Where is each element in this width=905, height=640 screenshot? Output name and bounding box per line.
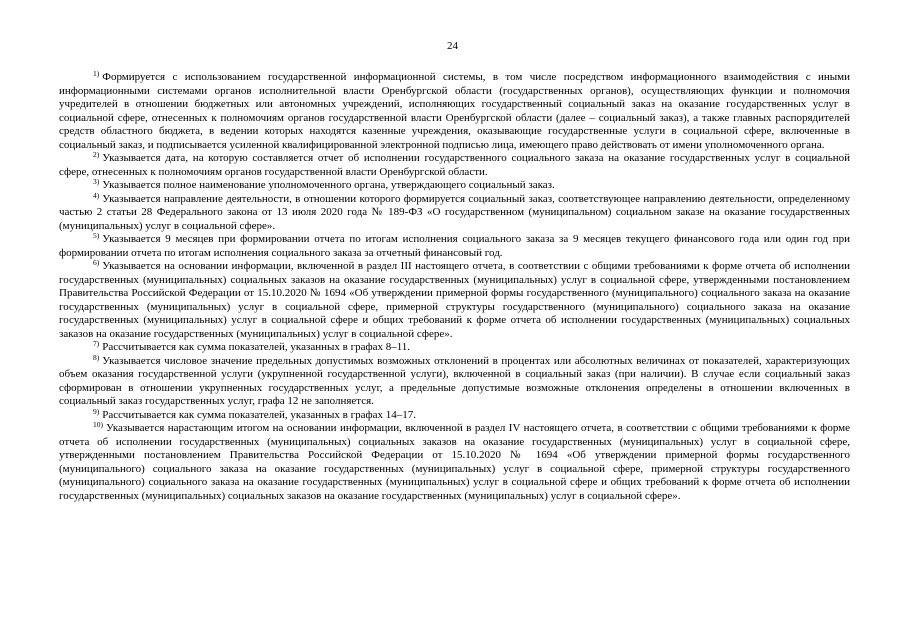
footnote-marker: 4) [93, 190, 100, 200]
footnote-text: Указывается на основании информации, включенной в раздел III настоящего отчета, в соответствии с общими требованиями к форме отчета об исполнении государственных (муниципальных) социальных заказов на оказание государственных (муниципальных) услуг в социальной сфере, утвержденными постановлением Правительства Российской Федерации от 15.10.2020 № 1694 «Об утверждении примерной формы государственного (муниципального) социального заказа на оказание государственных (муниципальных) услуг в социальной сфере, примерной структуры государственного (муниципального) социального заказа на оказание государственных (муниципальных) услуг в социальной сфере и общих требований к форме отчета об исполнении государственных (муниципальных) социальных заказов на оказание государственных (муниципальных) услуг в социальной сфере». [59, 260, 850, 340]
footnote-marker: 2) [93, 150, 100, 159]
footnote-marker: 7) [93, 339, 100, 348]
footnote-4 [59, 190, 850, 234]
footnote-9 [59, 406, 850, 423]
footnote-8 [59, 352, 850, 409]
footnote-2 [59, 152, 850, 179]
footnote-marker: 3) [93, 177, 100, 186]
footnote-text: Указывается полное наименование уполномоченного органа, утверждающего социальный заказ. [102, 179, 555, 191]
footnotes-list [59, 71, 850, 503]
page-number: 24 [447, 40, 458, 52]
footnote-text: Рассчитывается как сумма показателей, указанных в графах 8–11. [102, 341, 411, 353]
footnote-1 [59, 71, 850, 152]
footnote-text: Указывается направление деятельности, в отношении которого формируется социальный заказ, соответствующее направлению деятельности, определенному частью 2 статьи 28 Федерального закона от 13 июля 2020 года № 189-ФЗ «О государственном (муниципальном) социальном заказе на оказание государственных (муниципальных) услуг в социальной сфере». [59, 192, 850, 232]
footnote-marker: 1) [93, 69, 100, 78]
footnote-text: Формируется с использованием государственной информационной системы, в том числе посредством информационного взаимодействия с иными информационными системами органов исполнительной власти Оренбургской области (государственных органов), осуществляющих функции и полномочия учредителей в отношении бюджетных или автономных учреждений, исполняющих государственный социальный заказ на оказание государственных услуг в социальной сфере, отнесенных к полномочиям органов государственной власти Оренбургской области (далее – социальный заказ), а также главных распорядителей средств областного бюджета, в ведении которых находятся казенные учреждения, оказывающие государственные услуги в социальной сфере, включенные в социальный заказ, и подписывается усиленной квалифицированной электронной подписью лица, имеющего право действовать от имени уполномоченного органа. [59, 71, 850, 151]
footnote-text: Указывается дата, на которую составляется отчет об исполнении государственного социального заказа на оказание государственных услуг в социальной сфере, отнесенных к полномочиям органов государственной власти Оренбургской области. [59, 152, 850, 178]
footnote-text: Рассчитывается как сумма показателей, указанных в графах 14–17. [102, 408, 416, 421]
footnote-text: Указывается числовое значение предельных допустимых возможных отклонений в процентах или абсолютных величинах от показателей, характеризующих объем оказания государственной услуги (укрупненной государственной услуги), включенной в социальный заказ (при наличии). В случае если социальный заказ сформирован в отношении укрупненных государственных услуг, а предельные допустимые возможные отклонения определены в отношении включенных в социальный заказ государственных услуг, графа 12 не заполняется. [59, 354, 850, 407]
footnote-5 [59, 233, 850, 260]
footnote-10 [59, 422, 850, 503]
footnote-marker: 5) [93, 231, 100, 240]
footnote-marker: 10) [93, 420, 103, 429]
footnote-text: Указывается нарастающим итогом на основании информации, включенной в раздел IV настоящего отчета, в соответствии с общими требованиями к форме отчета об исполнении государственных (муниципальных) социальных заказов на оказание государственных (муниципальных) услуг в социальной сфере, утвержденными постановлением Правительства Российской Федерации от 15.10.2020 № 1694 «Об утверждении примерной формы государственного (муниципального) социального заказа на оказание государственных (муниципальных) услуг в социальной сфере, примерной структуры государственного (муниципального) социального заказа на оказание государственных (муниципальных) услуг в социальной сфере и общих требований к форме отчета об исполнении государственных (муниципальных) социальных заказов на оказание государственных (муниципальных) услуг в социальной сфере». [59, 422, 850, 502]
footnote-text: Указывается 9 месяцев при формировании отчета по итогам исполнения социального заказа за 9 месяцев текущего финансового года или один год при формировании отчета по итогам исполнения социального заказа за отчетный финансовый год. [59, 233, 850, 259]
footnote-7 [59, 341, 850, 355]
footnote-marker: 9) [93, 406, 100, 416]
footnote-marker: 8) [93, 352, 100, 362]
footnote-3 [59, 179, 850, 193]
footnote-6 [59, 260, 850, 341]
footnote-marker: 6) [93, 258, 100, 267]
